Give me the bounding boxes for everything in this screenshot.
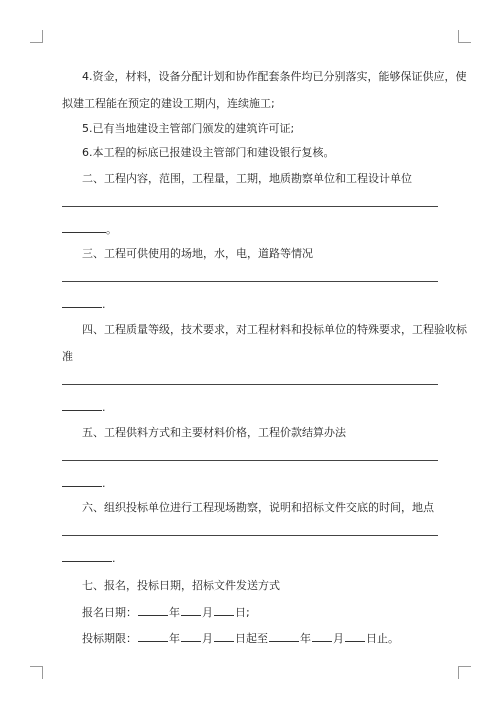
bidding-end-month-field[interactable] <box>312 630 332 642</box>
bidding-period-label: 投标期限： <box>82 632 137 645</box>
registration-day-field[interactable] <box>214 604 234 616</box>
bidding-start-month-unit: 月 <box>202 632 213 645</box>
bidding-end-day-field[interactable] <box>345 630 365 642</box>
paragraph-4-line-2: 拟建工程能在预定的建设工期内，连续施工; <box>62 97 275 110</box>
blank-line <box>62 399 102 411</box>
section-5-answer-line <box>62 460 438 461</box>
section-4-answer-line <box>62 384 438 385</box>
section-3-answer-line <box>62 281 438 282</box>
bidding-start-year-unit: 年 <box>169 632 180 645</box>
section-5-end-mark: . <box>102 477 106 490</box>
section-4-heading-line-2: 准 <box>62 350 73 363</box>
section-6-answer-line <box>62 535 438 536</box>
blank-line <box>62 221 106 233</box>
section-5-answer-tail <box>62 475 106 491</box>
registration-month-field[interactable] <box>181 604 201 616</box>
bidding-start-year-field[interactable] <box>138 630 168 642</box>
bidding-until-text: 日止。 <box>366 632 399 645</box>
bidding-end-month-unit: 月 <box>333 632 344 645</box>
blank-line <box>62 550 112 562</box>
blank-line <box>62 475 102 487</box>
section-2-answer-line <box>62 206 438 207</box>
section-6-heading: 六、组织投标单位进行工程现场勘察，说明和招标文件交底的时间，地点 <box>82 501 434 514</box>
section-5-heading: 五、工程供料方式和主要材料价格，工程价款结算办法 <box>82 426 346 439</box>
section-4-answer-tail <box>62 399 106 415</box>
registration-date-row <box>82 604 250 620</box>
section-2-heading: 二、工程内容，范围，工程量，工期，地质勘察单位和工程设计单位 <box>82 172 412 185</box>
paragraph-4-line-1: 4.资金，材料，设备分配计划和协作配套条件均已分别落实，能够保证供应，使 <box>82 70 467 83</box>
bidding-from-text: 日起至 <box>235 632 268 645</box>
bidding-start-day-field[interactable] <box>214 630 234 642</box>
crop-mark-bottom-right <box>458 666 471 679</box>
crop-mark-top-left <box>30 30 43 43</box>
blank-line <box>62 296 102 308</box>
section-2-answer-tail <box>62 221 117 237</box>
bidding-start-month-field[interactable] <box>181 630 201 642</box>
bidding-period-row <box>82 630 399 646</box>
section-2-end-mark: 。 <box>106 223 117 236</box>
section-3-end-mark: . <box>102 298 106 311</box>
registration-year-unit: 年 <box>169 606 180 619</box>
section-6-answer-tail <box>62 550 116 566</box>
bidding-end-year-field[interactable] <box>269 630 299 642</box>
crop-mark-bottom-left <box>30 666 43 679</box>
bidding-end-year-unit: 年 <box>300 632 311 645</box>
section-4-heading-line-1: 四、工程质量等级，技术要求，对工程材料和投标单位的特殊要求，工程验收标 <box>82 323 467 336</box>
paragraph-6: 6.本工程的标底已报建设主管部门和建设银行复核。 <box>82 146 335 159</box>
registration-year-field[interactable] <box>138 604 168 616</box>
crop-mark-top-right <box>458 30 471 43</box>
section-3-heading: 三、工程可供使用的场地，水，电，道路等情况 <box>82 247 313 260</box>
section-3-answer-tail <box>62 296 106 312</box>
section-4-end-mark: . <box>102 401 106 414</box>
section-7-heading: 七、报名，投标日期，招标文件发送方式 <box>82 579 280 592</box>
paragraph-5: 5.已有当地建设主管部门颁发的建筑许可证; <box>82 122 295 135</box>
registration-day-unit: 日; <box>235 606 250 619</box>
registration-month-unit: 月 <box>202 606 213 619</box>
section-6-end-mark: . <box>112 552 116 565</box>
registration-date-label: 报名日期： <box>82 606 137 619</box>
